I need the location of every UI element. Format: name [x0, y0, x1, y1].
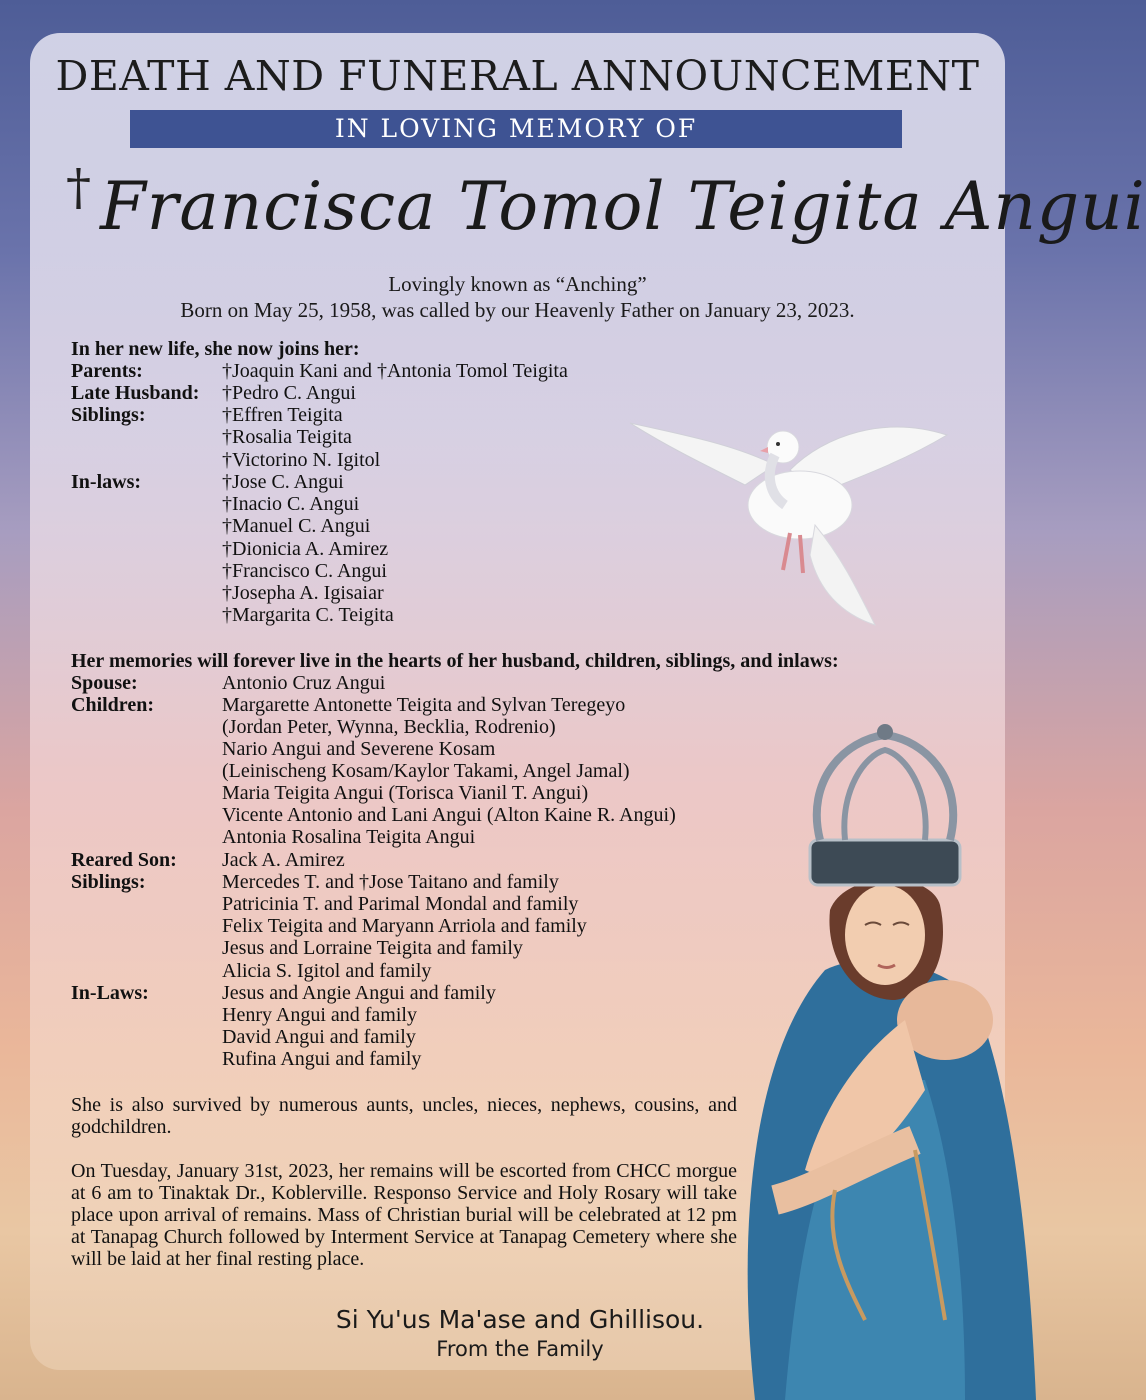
late-sibling-name: †Rosalia Teigita: [222, 426, 352, 448]
survived-paragraph: She is also survived by numerous aunts, uncles, nieces, nephews, cousins, and godchildren.: [71, 1094, 737, 1138]
schedule-paragraph: On Tuesday, January 31st, 2023, her remains will be escorted from CHCC morgue at 6 am to Tinaktak Dr., Koblerville. Responso Service and Holy Rosary will take place upon arrival of remains. Mass of Christian burial will be celebrated at 12 pm at Tanapag Church followed by Interment Service at Tanapag Cemetery where she will be laid at her final resting place.: [71, 1160, 737, 1270]
inlaw-entry: Rufina Angui and family: [222, 1048, 422, 1070]
late-inlaw-name: †Jose C. Angui: [222, 471, 344, 493]
reared-son-name: Jack A. Amirez: [222, 849, 345, 871]
survivors-heading: Her memories will forever live in the hearts of her husband, children, siblings, and inlaws:: [71, 650, 839, 672]
late-inlaws-label: In-laws:: [71, 471, 142, 493]
child-entry: (Leinischeng Kosam/Kaylor Takami, Angel Jamal): [222, 760, 630, 782]
late-inlaw-name: †Margarita C. Teigita: [222, 604, 394, 626]
sibling-entry: Alicia S. Igitol and family: [222, 960, 432, 982]
closing-thanks: Si Yu'us Ma'ase and Ghillisou.: [335, 1305, 705, 1334]
late-inlaw-name: †Dionicia A. Amirez: [222, 538, 389, 560]
late-husband-name: †Pedro C. Angui: [222, 382, 356, 404]
inlaw-entry: Henry Angui and family: [222, 1004, 417, 1026]
inlaw-entry: David Angui and family: [222, 1026, 416, 1048]
siblings-label: Siblings:: [71, 871, 146, 893]
inlaw-entry: Jesus and Angie Angui and family: [222, 982, 496, 1004]
child-entry: Nario Angui and Severene Kosam: [222, 738, 496, 760]
sibling-entry: Mercedes T. and †Jose Taitano and family: [222, 871, 559, 893]
sibling-entry: Patricinia T. and Parimal Mondal and family: [222, 893, 579, 915]
parents-label: Parents:: [71, 360, 143, 382]
child-entry: Margarette Antonette Teigita and Sylvan Teregeyo: [222, 694, 626, 716]
memory-banner: IN LOVING MEMORY OF: [130, 110, 902, 148]
cross-icon: †: [66, 158, 91, 216]
deceased-name: Francisca Tomol Teigita Angui: [100, 168, 1146, 245]
nickname-line: Lovingly known as “Anching”: [388, 272, 647, 296]
sibling-entry: Felix Teigita and Maryann Arriola and family: [222, 915, 587, 937]
dove-image: [625, 405, 955, 630]
children-label: Children:: [71, 694, 154, 716]
announcement-title: DEATH AND FUNERAL ANNOUNCEMENT: [55, 52, 980, 100]
madonna-statue-image: [715, 720, 1036, 1400]
spouse-name: Antonio Cruz Angui: [222, 672, 386, 694]
closing-from: From the Family: [436, 1337, 604, 1361]
late-sibling-name: †Victorino N. Igitol: [222, 449, 381, 471]
late-inlaw-name: †Josepha A. Igisaiar: [222, 582, 384, 604]
late-siblings-label: Siblings:: [71, 404, 146, 426]
spouse-label: Spouse:: [71, 672, 138, 694]
child-entry: Antonia Rosalina Teigita Angui: [222, 826, 476, 848]
joins-heading: In her new life, she now joins her:: [71, 338, 360, 360]
child-entry: (Jordan Peter, Wynna, Becklia, Rodrenio): [222, 716, 556, 738]
late-sibling-name: †Effren Teigita: [222, 404, 343, 426]
late-husband-label: Late Husband:: [71, 382, 200, 404]
late-inlaw-name: †Inacio C. Angui: [222, 493, 360, 515]
late-inlaw-name: †Francisco C. Angui: [222, 560, 387, 582]
reared-son-label: Reared Son:: [71, 849, 177, 871]
inlaws-label: In-Laws:: [71, 982, 149, 1004]
sibling-entry: Jesus and Lorraine Teigita and family: [222, 937, 523, 959]
parents-names: †Joaquin Kani and †Antonia Tomol Teigita: [222, 360, 568, 382]
dates-line: Born on May 25, 1958, was called by our Heavenly Father on January 23, 2023.: [180, 298, 855, 322]
child-entry: Maria Teigita Angui (Torisca Vianil T. Angui): [222, 782, 589, 804]
late-inlaw-name: †Manuel C. Angui: [222, 515, 371, 537]
child-entry: Vicente Antonio and Lani Angui (Alton Kaine R. Angui): [222, 804, 676, 826]
